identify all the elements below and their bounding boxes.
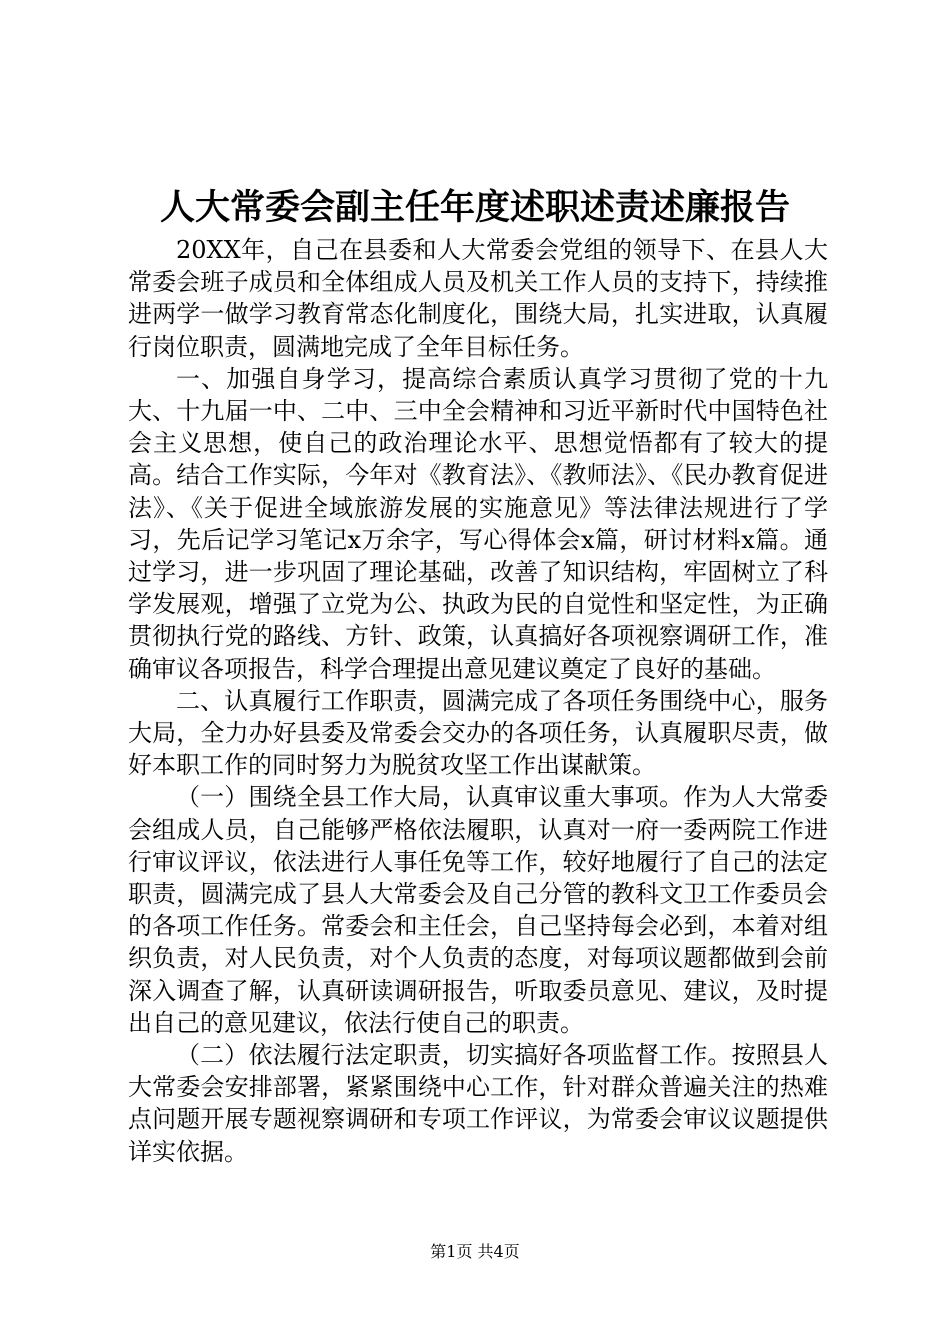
document-body [128,234,828,1168]
paragraph-section-1: 一、加强自身学习，提高综合素质认真学习贯彻了党的十九大、十九届一中、二中、三中全会精神和习近平新时代中国特色社会主义思想，使自己的政治理论水平、思想觉悟都有了较大的提高。结合工作实际，今年对《教育法》、《教师法》、《民办教育促进法》、《关于促进全域旅游发展的实施意见》等法律法规进行了学习，先后记学习笔记x万余字，写心得体会x篇，研讨材料x篇。通过学习，进一步巩固了理论基础，改善了知识结构，牢固树立了科学发展观，增强了立党为公、执政为民的自觉性和坚定性，为正确贯彻执行党的路线、方针、政策，认真搞好各项视察调研工作，准确审议各项报告，科学合理提出意见建议奠定了良好的基础。 [128,364,828,683]
page-number-footer: 第1页 共4页 [430,1242,520,1261]
paragraph-section-2: 二、认真履行工作职责，圆满完成了各项任务围绕中心，服务大局，全力办好县委及常委会交办的各项任务，认真履职尽责，做好本职工作的同时努力为脱贫攻坚工作出谋献策。 [128,686,828,780]
document-title: 人大常委会副主任年度述职述责述廉报告 [159,187,790,228]
paragraph-subsection-2: （二）依法履行法定职责，切实搞好各项监督工作。按照县人大常委会安排部署，紧紧围绕中心工作，针对群众普遍关注的热难点问题开展专题视察调研和专项工作评议，为常委会审议议题提供详实依据。 [128,1041,828,1166]
paragraph-intro: 20XX年，自己在县委和人大常委会党组的领导下、在县人大常委会班子成员和全体组成人员及机关工作人员的支持下，持续推进两学一做学习教育常态化制度化，围绕大局，扎实进取，认真履行岗位职责，圆满地完成了全年目标任务。 [128,236,828,361]
paragraph-subsection-1: （一）围绕全县工作大局，认真审议重大事项。作为人大常委会组成人员，自己能够严格依法履职，认真对一府一委两院工作进行审议评议，依法进行人事任免等工作，较好地履行了自己的法定职责，圆满完成了县人大常委会及自己分管的教科文卫工作委员会的各项工作任务。常委会和主任会，自己坚持每会必到，本着对组织负责，对人民负责，对个人负责的态度，对每项议题都做到会前深入调查了解，认真研读调研报告，听取委员意见、建议，及时提出自己的意见建议，依法行使自己的职责。 [128,783,828,1037]
